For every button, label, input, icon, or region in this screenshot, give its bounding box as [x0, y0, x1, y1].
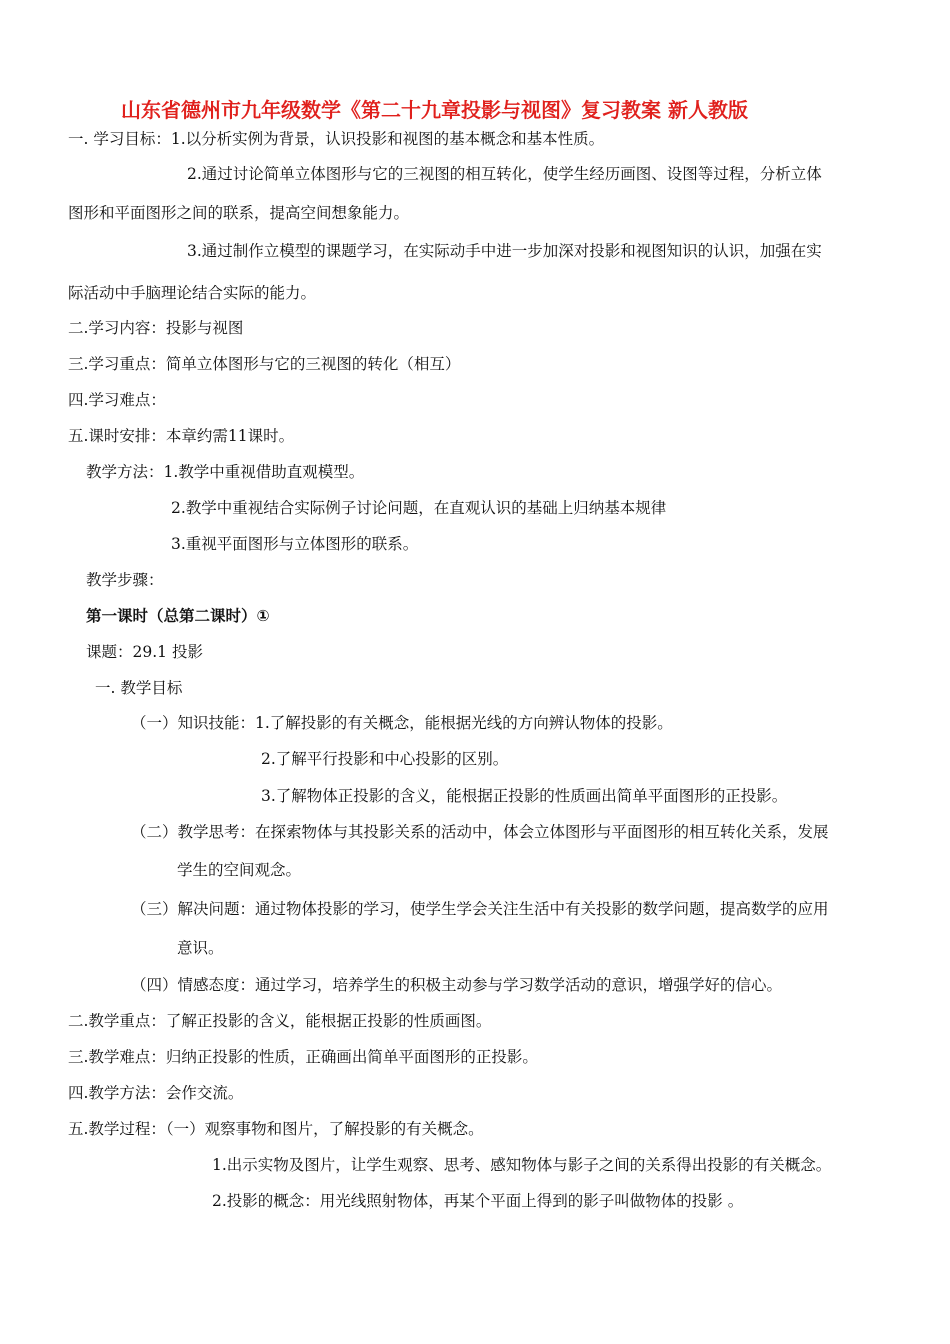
- knowledge-skills-1: （一）知识技能：1.了解投影的有关概念，能根据光线的方向辨认物体的投影。: [131, 714, 673, 732]
- process-step-2: 2.投影的概念：用光线照射物体，再某个平面上得到的影子叫做物体的投影 。: [212, 1192, 744, 1210]
- teaching-method-2: 2.教学中重视结合实际例子讨论问题，在直观认识的基础上归纳基本规律: [171, 499, 667, 517]
- emotional-attitude: （四）情感态度：通过学习，培养学生的积极主动参与学习数学活动的意识，增强学好的信心。: [131, 976, 783, 994]
- teaching-process: 五.教学过程：（一）观察事物和图片，了解投影的有关概念。: [68, 1120, 484, 1138]
- teaching-method-3: 3.重视平面图形与立体图形的联系。: [171, 535, 419, 553]
- document-title: 山东省德州市九年级数学《第二十九章投影与视图》复习教案 新人教版: [121, 98, 748, 122]
- teaching-thinking-cont: 学生的空间观念。: [177, 861, 302, 879]
- knowledge-skills-3: 3.了解物体正投影的含义，能根据正投影的性质画出简单平面图形的正投影。: [261, 787, 788, 805]
- teaching-method-1: 教学方法：1.教学中重视借助直观模型。: [86, 463, 365, 481]
- learning-focus: 三.学习重点：简单立体图形与它的三视图的转化（相互）: [68, 355, 461, 373]
- teaching-goals-heading: 一. 教学目标: [95, 679, 183, 697]
- objectives-line-2-cont: 图形和平面图形之间的联系，提高空间想象能力。: [68, 204, 410, 222]
- teaching-steps: 教学步骤：: [86, 571, 164, 589]
- objectives-line-1: 一. 学习目标：1.以分析实例为背景，认识投影和视图的基本概念和基本性质。: [68, 130, 605, 148]
- teaching-thinking: （二）教学思考：在探索物体与其投影关系的活动中，体会立体图形与平面图形的相互转化关系，发展: [131, 823, 829, 841]
- process-step-1: 1.出示实物及图片，让学生观察、思考、感知物体与影子之间的关系得出投影的有关概念。: [212, 1156, 832, 1174]
- objectives-line-3-cont: 际活动中手脑理论结合实际的能力。: [68, 284, 317, 302]
- objectives-line-2: 2.通过讨论简单立体图形与它的三视图的相互转化，使学生经历画图、设图等过程，分析立体: [187, 165, 822, 183]
- lesson-topic: 课题：29.1 投影: [86, 643, 203, 661]
- learning-content: 二.学习内容：投影与视图: [68, 319, 244, 337]
- problem-solving-cont: 意识。: [177, 939, 224, 957]
- teaching-difficulty: 三.教学难点：归纳正投影的性质，正确画出简单平面图形的正投影。: [68, 1048, 538, 1066]
- teaching-focus: 二.教学重点：了解正投影的含义，能根据正投影的性质画图。: [68, 1012, 492, 1030]
- objectives-line-3: 3.通过制作立模型的课题学习，在实际动手中进一步加深对投影和视图知识的认识，加强在实: [187, 242, 822, 260]
- teaching-method: 四.教学方法：会作交流。: [68, 1084, 244, 1102]
- class-schedule: 五.课时安排：本章约需11课时。: [68, 427, 295, 445]
- learning-difficulty: 四.学习难点：: [68, 391, 166, 409]
- lesson-heading: 第一课时（总第二课时）①: [86, 607, 270, 625]
- knowledge-skills-2: 2.了解平行投影和中心投影的区别。: [261, 750, 509, 768]
- problem-solving: （三）解决问题：通过物体投影的学习，使学生学会关注生活中有关投影的数学问题，提高数学的应用: [131, 900, 829, 918]
